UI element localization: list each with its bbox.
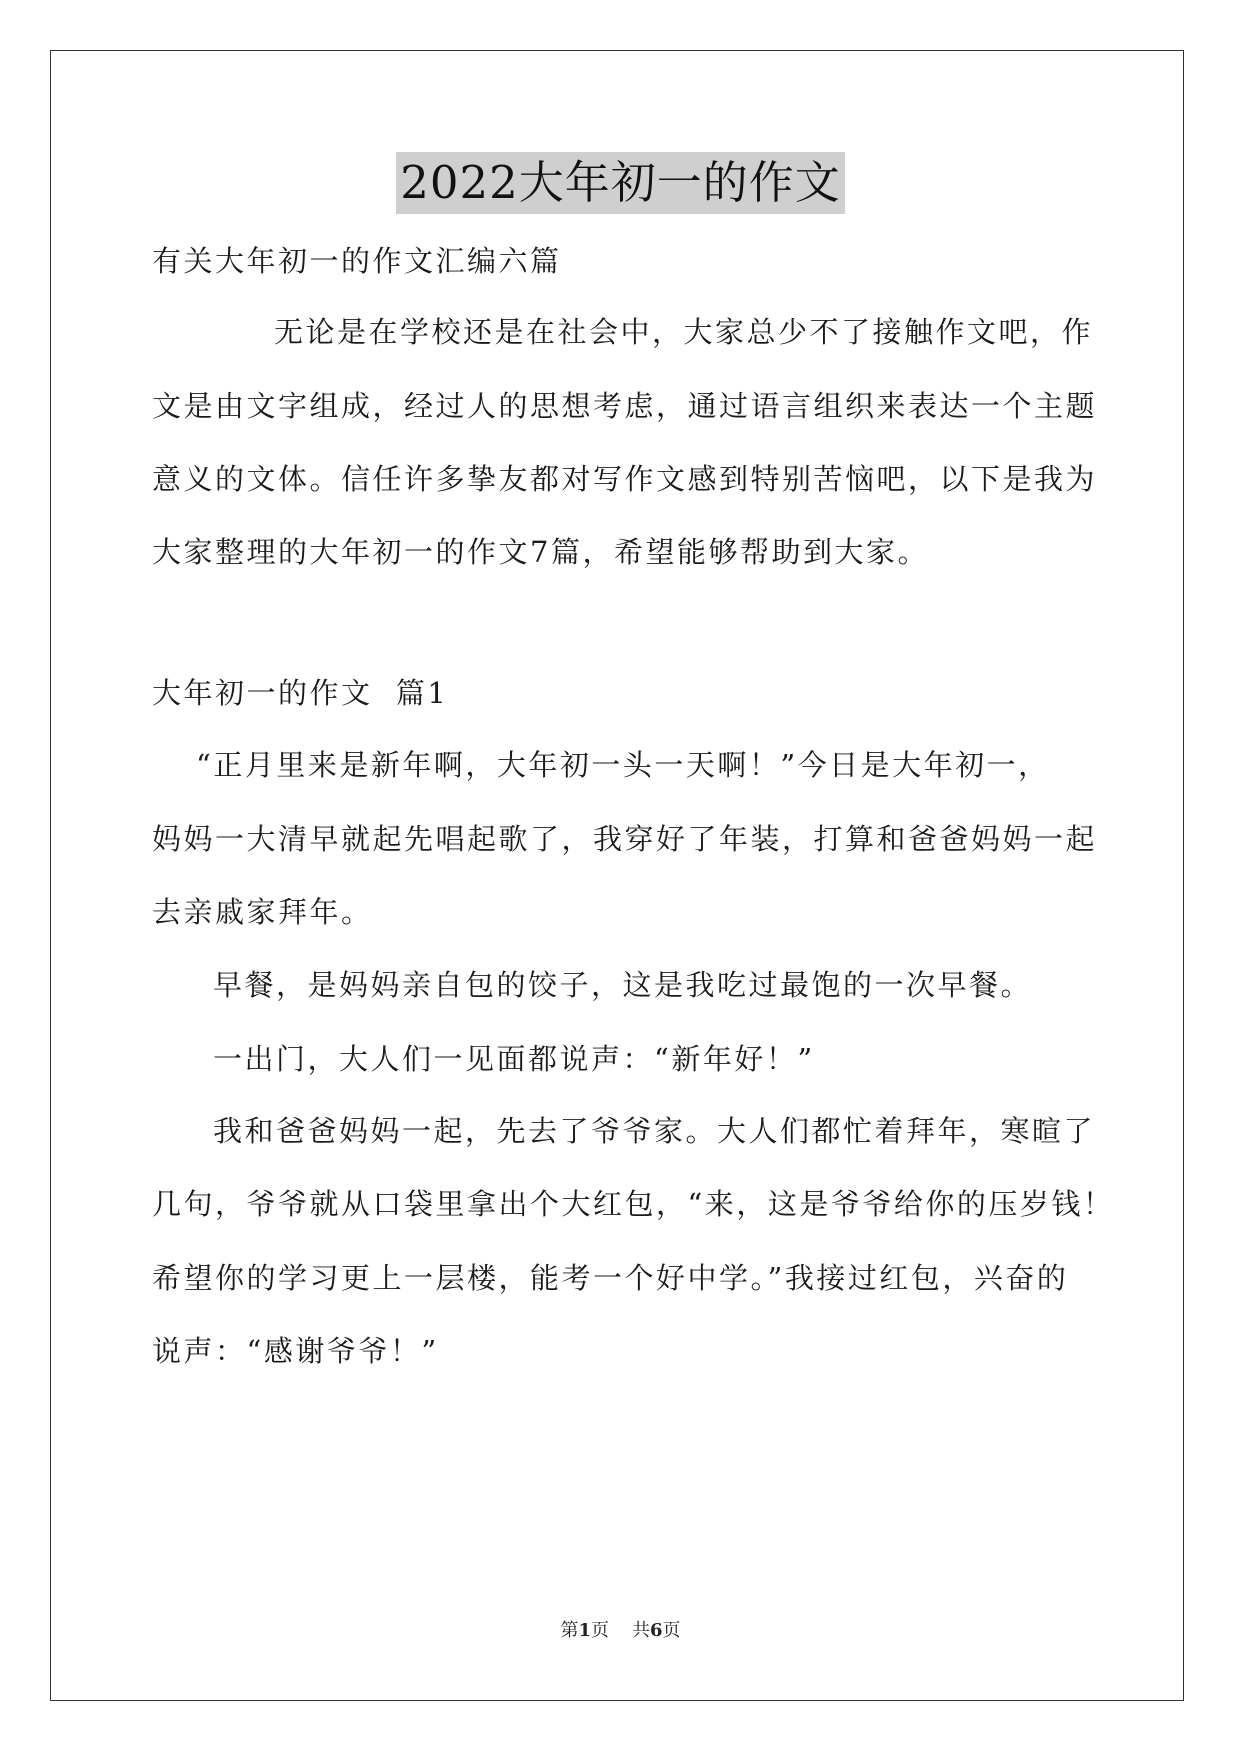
section-heading: 大年初一的作文 篇1 [152, 676, 449, 710]
subtitle: 有关大年初一的作文汇编六篇 [152, 244, 562, 278]
body-line-5: 一出门，大人们一见面都说声：“新年好！” [213, 1042, 815, 1076]
page-border [50, 50, 1184, 1701]
footer-total-prefix: 共 [631, 1620, 650, 1641]
page-title: 2022大年初一的作文 [396, 152, 845, 214]
title-container [0, 152, 1241, 214]
footer-page-current: 1 [578, 1620, 592, 1641]
page-footer [0, 1616, 1241, 1642]
body-line-3: 去亲戚家拜年。 [152, 895, 373, 929]
body-line-6: 我和爸爸妈妈一起，先去了爷爷家。大人们都忙着拜年，寒暄了 [213, 1114, 1096, 1148]
footer-page-prefix: 第 [560, 1620, 579, 1641]
intro-line-2: 文是由文字组成，经过人的思想考虑，通过语言组织来表达一个主题 [152, 389, 1098, 423]
body-line-1: “正月里来是新年啊，大年初一头一天啊！”今日是大年初一， [196, 748, 1050, 782]
body-line-9: 说声：“感谢爷爷！” [152, 1334, 439, 1368]
footer-page-total: 6 [649, 1620, 663, 1641]
footer-total-suffix: 页 [662, 1620, 681, 1641]
intro-line-3: 意义的文体。信任许多挚友都对写作文感到特别苦恼吧，以下是我为 [152, 462, 1098, 496]
body-line-8: 希望你的学习更上一层楼，能考一个好中学。”我接过红包，兴奋的 [152, 1261, 1069, 1295]
body-line-7: 几句，爷爷就从口袋里拿出个大红包，“来，这是爷爷给你的压岁钱！ [152, 1187, 1115, 1221]
intro-line-4: 大家整理的大年初一的作文7篇，希望能够帮助到大家。 [152, 535, 929, 569]
footer-page-suffix: 页 [591, 1620, 610, 1641]
body-line-4: 早餐，是妈妈亲自包的饺子，这是我吃过最饱的一次早餐。 [213, 968, 1033, 1002]
intro-line-1: 无论是在学校还是在社会中，大家总少不了接触作文吧，作 [274, 315, 1094, 349]
body-line-2: 妈妈一大清早就起先唱起歌了，我穿好了年装，打算和爸爸妈妈一起 [152, 822, 1098, 856]
